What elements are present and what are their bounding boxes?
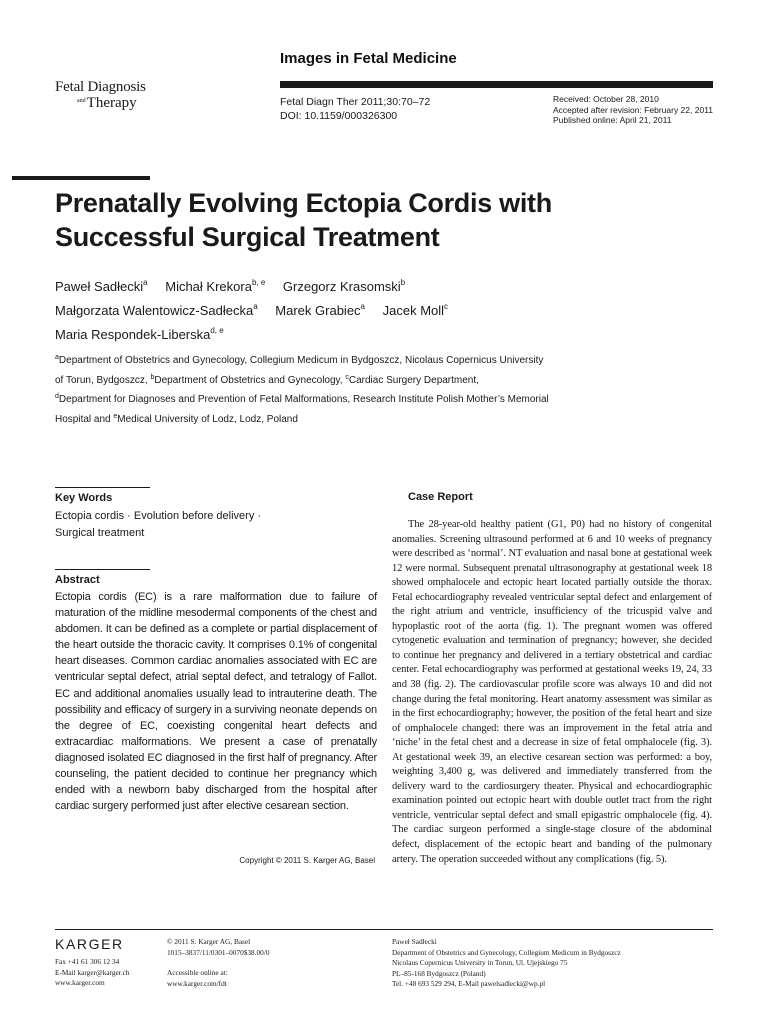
abstract-text: Ectopia cordis (EC) is a rare malformation due to failure of maturation of the midline mesodermal components of the chest and abdomen. It can be defined as a complete or partial displacement of the heart outside the thoracic cavity. It comprises 0.1% of congenital heart diseases. Common cardiac anomalies associated with EC are ventricular septal defect, atrial septal defect, and tetralogy of Fallot. EC and additional anomalies usually lead to intrauterine death. The possibility and efficacy of surgery in a surviving neonate depends on the degree of EC, coexisting congenital heart defects and extracardiac malformations. We present a case of prenatally diagnosed isolated EC diagnosed in the first half of pregnancy. After counseling, the patient decided to continue her pregnancy which ended with a newborn baby discharged from the hospital after cardiac surgery performed just after elective cesarean section. [55, 591, 377, 813]
publisher-logo: KARGER [55, 936, 124, 952]
affiliation-line: of Torun, Bydgoszcz, $^b$Department of Obstetrics and Gynecology, $^c$Cardiac Surgery Department, [55, 373, 479, 386]
affiliation-line: Hospital and $^e$Medical University of Lodz, Lodz, Poland [55, 412, 298, 425]
author: Marek Grabiec$^a$ [275, 302, 365, 318]
publication-dates [553, 94, 713, 126]
citation [280, 96, 430, 123]
citation-journal: Fetal Diagn Ther 2011;30:70–72 [280, 96, 431, 108]
abstract-heading: Abstract [55, 574, 100, 586]
author: Małgorzata Walentowicz-Sadłecka$^a$ [55, 302, 258, 318]
author-line [55, 326, 238, 342]
journal-logo-line1: Fetal Diagnosis [55, 79, 146, 95]
journal-logo-therapy: Therapy [86, 95, 137, 111]
title-bar [12, 176, 150, 180]
footer-rule [55, 929, 713, 930]
title-line-2: Successful Surgical Treatment [55, 222, 440, 252]
affiliation-line: $^a$Department of Obstetrics and Gynecology, Collegium Medicum in Bydgoszcz, Nicolaus Copernicus University [55, 354, 544, 366]
online-access: Accessible online at: www.karger.com/fdt [167, 968, 228, 988]
copyright-issn: © 2011 S. Karger AG, Basel 1015–3837/11/0301–0070$38.00/0 [167, 937, 270, 957]
author: Grzegorz Krasomski$^b$ [282, 278, 406, 294]
citation-doi: DOI: 10.1159/000326300 [280, 109, 398, 122]
author: Paweł Sadłecki$^a$ [55, 278, 148, 294]
received-date: Received: October 28, 2010 [553, 94, 659, 104]
access-link[interactable]: www.karger.com/fdt [167, 978, 227, 988]
journal-logo-and: and [77, 98, 86, 104]
header-bar [280, 81, 713, 88]
abstract-copyright: Copyright © 2011 S. Karger AG, Basel [239, 856, 375, 865]
title-line-1: Prenatally Evolving Ectopia Cordis with [55, 188, 552, 218]
author: Jacek Moll$^c$ [382, 302, 449, 318]
keywords-rule [55, 487, 150, 488]
affiliation-line: $^d$Department for Diagnoses and Prevention of Fetal Malformations, Research Institute Polish Mother’s Memorial [55, 393, 549, 405]
keywords-text: Ectopia cordis · Evolution before delivery · Surgical treatment [55, 510, 262, 539]
author-line [55, 302, 462, 318]
journal-logo [55, 80, 146, 110]
journal-logo-line2 [55, 94, 146, 110]
author: Michał Krekora$^{b, e}$ [165, 278, 266, 294]
publisher-contact: Fax +41 61 306 12 34 E-Mail karger@karger.ch www.karger.com [55, 957, 130, 987]
keywords-heading: Key Words [55, 492, 113, 504]
article-title [55, 186, 695, 254]
author: Maria Respondek-Liberska$^{d, e}$ [55, 326, 224, 342]
accepted-date: Accepted after revision: February 22, 2011 [553, 104, 714, 115]
case-report-text: The 28-year-old healthy patient (G1, P0) had no history of congenital anomalies. Screening ultrasound performed at 6 and 10 weeks of pregnancy were described as ‘normal’. NT evaluation and nasal bone at gestational week 12 were normal. Subsequent prenatal ultrasonography at gestational week 18 showed omphalocele and ectopic heart located partially outside the thorax. Fetal echocardiography revealed ventricular septal defect and enlargement of the right atrium and ventricle, insufficiency of the tricuspid valve and hypoplastic root of the aorta (fig. 1). The pregnant women was offered cytogenetic evaluation and termination of pregnancy; however, she decided to continue her pregnancy and delivered in a tertiary obstetrical and cardiac center. Fetal echocardiography was performed at gestational weeks 19, 24, 33 and 38 (fig. 2). The cardiovascular profile score was always 10 and did not change during the fetal monitoring. Heart anatomy assessment was similar as in the first echocardiography; however, the position of the fetal heart and size of omphalocele changed: there was an improvement in the fetal atria and ‘niche’ in the fetal chest and a decrease in size of fetal omphalocele (fig. 3). At gestational week 39, an elective cesarean section was performed: a boy, weighting 3,400 g, was delivered and immediately transferred from the delivery ward to the cardiosurgery theater. Physical and echocardiographic examination pointed out ectopic heart with double outlet tract from the right ventricle, ventricular septal defect and small epigastric omphalocele (fig. 4). The cardiac surgeon performed a single-stage closure of the abdominal defect, displacement of the ectopic heart and banding of the pulmonary artery. The operation succeeded without any complications (fig. 5). [392, 519, 712, 865]
affiliations [55, 350, 655, 428]
correspondence: Paweł Sadłecki Department of Obstetrics and Gynecology, Collegium Medicum in Bydgoszcz Nicolaus Copernicus University in Torun, Ul. Ujejskiego 75 PL–85-168 Bydgoszcz (Poland) Tel. +48 693 529 294, E-Mail pawelsadlecki@wp.pl [392, 937, 621, 988]
case-report-heading: Case Report [408, 491, 473, 503]
abstract-rule [55, 569, 150, 570]
author-line [55, 278, 419, 294]
series-title: Images in Fetal Medicine [280, 50, 457, 67]
published-date: Published online: April 21, 2011 [553, 115, 672, 125]
